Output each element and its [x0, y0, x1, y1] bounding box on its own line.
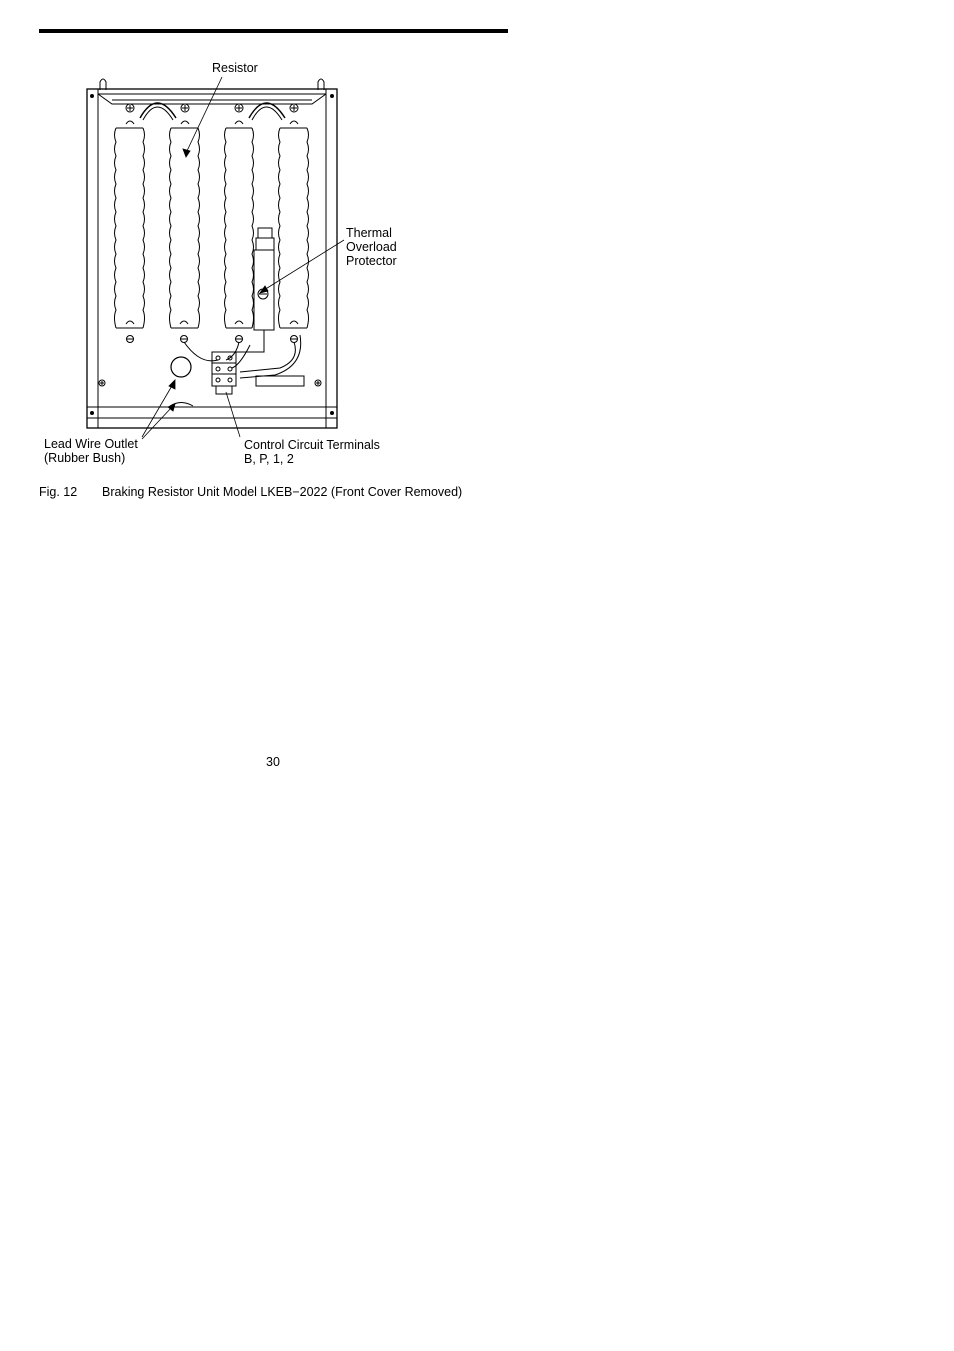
- bottom-terminals: [126, 321, 298, 343]
- label-thermal-line-3: Protector: [346, 254, 397, 268]
- terminal-block: [212, 352, 304, 394]
- page-number: 30: [266, 755, 280, 769]
- leader-lines: [142, 77, 344, 439]
- braking-resistor-drawing: [0, 0, 954, 520]
- top-terminals: [126, 104, 298, 124]
- label-lead-wire-line-1: Lead Wire Outlet: [44, 437, 138, 451]
- label-control-line-1: Control Circuit Terminals: [244, 438, 380, 452]
- label-thermal-line-2: Overload: [346, 240, 397, 254]
- resistor-tubes: [115, 128, 309, 328]
- figure-caption: Braking Resistor Unit Model LKEB−2022 (Front Cover Removed): [102, 485, 463, 499]
- label-thermal-line-1: Thermal: [346, 226, 392, 240]
- label-control-line-2: B, P, 1, 2: [244, 452, 294, 466]
- label-lead-wire-line-2: (Rubber Bush): [44, 451, 126, 465]
- rubber-bush-round: [171, 357, 191, 377]
- figure-number: Fig. 12: [39, 485, 78, 499]
- thermal-protector: [254, 228, 274, 330]
- label-resistor: Resistor: [212, 61, 258, 75]
